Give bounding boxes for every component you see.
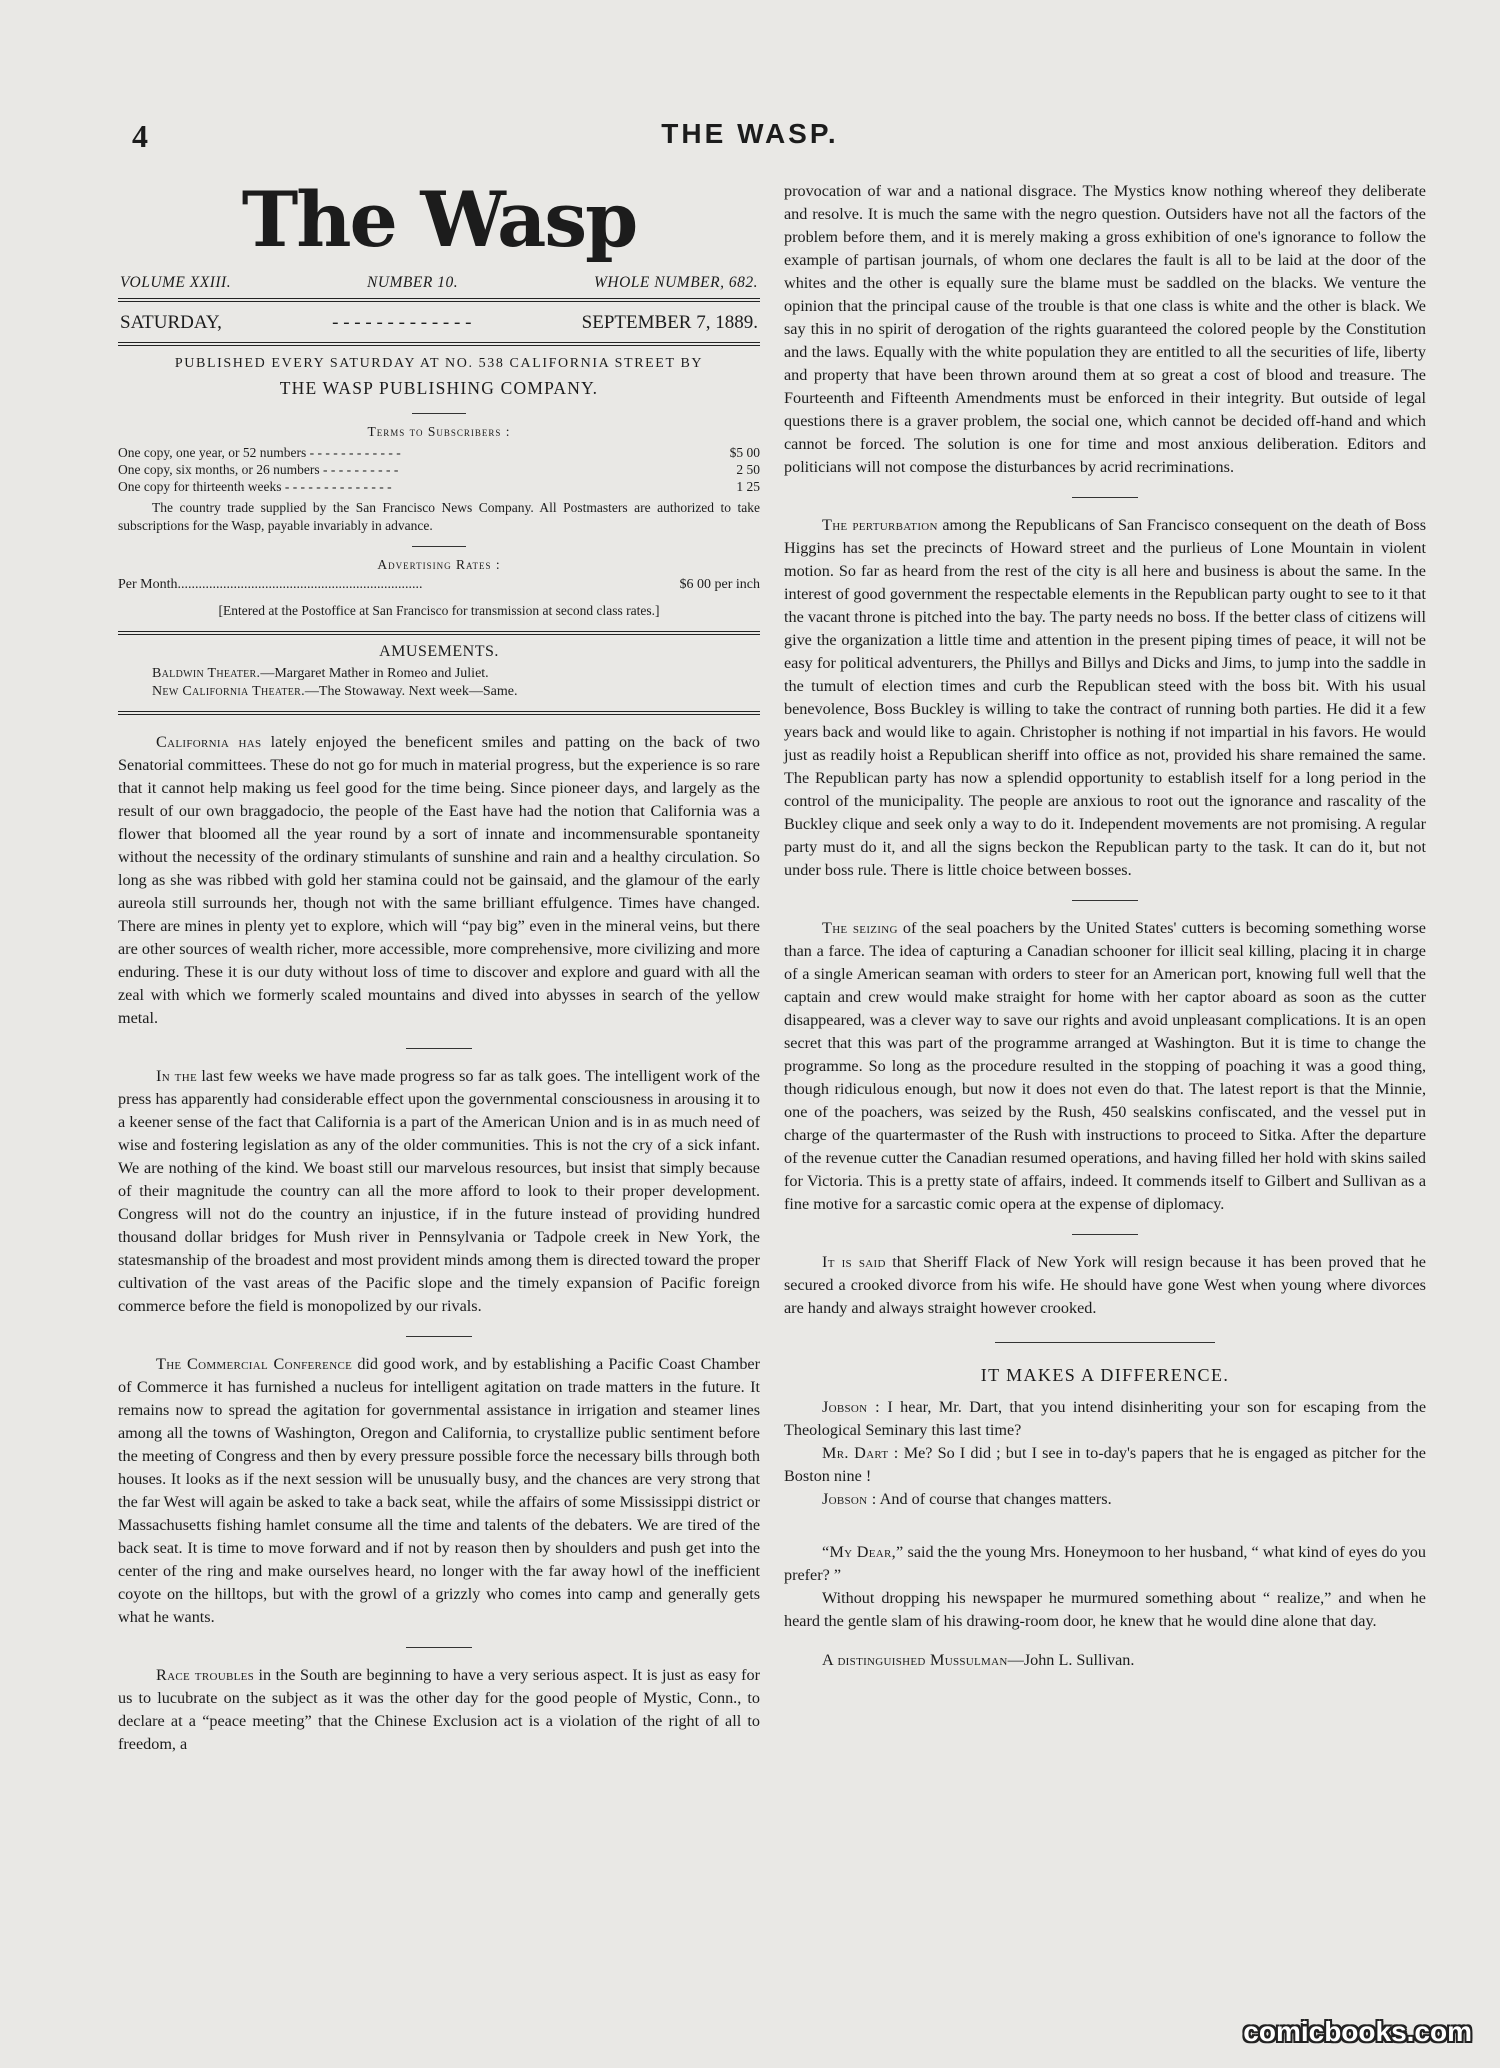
advertising-label: Per Month...................................................................... bbox=[118, 577, 423, 592]
article-race-troubles bbox=[118, 1664, 760, 1756]
speaker: Mr. Dart : bbox=[822, 1444, 899, 1462]
article-text: did good work, and by establishing a Pacific Coast Chamber of Commerce it has furnished a nucleus for intelligent agitation on trade matters in the future. It remains now to spread the agitation for governmental assistance in irrigation and steamer lines among all the towns of Washington, Oregon and California, to crystallize public sentiment before the meeting of Congress and then by every pressure possible force the necessary bills through both houses. It looks as if the next session will be unusually busy, and the chances are very strong that the far West will again be asked to take a back seat, while the affairs of some Mississippi district or Massachusetts fishing hamlet consume all the time and talents of the debaters. We are tired of the back seat. It is time to move forward and if not by reason then by shoulders and push get into the center of the ring and make ourselves heard, no longer with the far away howl of the inefficient coyote on the hilltops, but with the growl of a grizzly who comes into camp and generally gets what he wants. bbox=[118, 1355, 760, 1626]
number: NUMBER 10. bbox=[366, 274, 459, 291]
article-lead: The seizing bbox=[822, 919, 898, 937]
terms-price: $5 00 bbox=[729, 445, 760, 460]
published-line: PUBLISHED EVERY SATURDAY AT NO. 538 CALIFORNIA STREET BY bbox=[174, 356, 704, 371]
divider bbox=[118, 342, 760, 346]
amusement-item bbox=[152, 665, 760, 683]
venue: Baldwin Theater. bbox=[152, 666, 261, 681]
volume-line bbox=[118, 274, 760, 298]
terms-note: The country trade supplied by the San Francisco News Company. All Postmasters are authorized to take subscriptions for the Wasp, payable invariably in advance. bbox=[118, 500, 760, 533]
divider bbox=[406, 1048, 472, 1049]
postoffice-notice: [Entered at the Postoffice at San Francisco for transmission at second class rates.] bbox=[218, 603, 660, 618]
watermark: comicbooks.com bbox=[1243, 2016, 1472, 2047]
divider bbox=[118, 711, 760, 715]
issue-date: SEPTEMBER 7, 1889. bbox=[581, 312, 758, 333]
article-california bbox=[118, 731, 760, 1030]
article-progress bbox=[118, 1065, 760, 1318]
honeymoon-paragraph-2: Without dropping his newspaper he murmured something about “ realize,” and when he heard the gentle slam of his drawing-room door, he knew that he would dine alone that day. bbox=[784, 1589, 1426, 1630]
divider bbox=[1072, 497, 1138, 498]
publisher: THE WASP PUBLISHING COMPANY. bbox=[279, 378, 599, 398]
terms-price: 2 50 bbox=[736, 462, 760, 477]
advertising-heading: Advertising Rates : bbox=[377, 557, 501, 572]
article-lead: It is said bbox=[822, 1253, 886, 1271]
divider bbox=[1072, 900, 1138, 901]
article-seal-poachers bbox=[784, 917, 1426, 1216]
left-column bbox=[118, 175, 760, 1756]
terms-row bbox=[118, 478, 760, 495]
spacer bbox=[784, 1511, 1426, 1541]
divider bbox=[118, 631, 760, 635]
dialogue-title: IT MAKES A DIFFERENCE. bbox=[980, 1365, 1230, 1385]
amusements-heading: AMUSEMENTS. bbox=[379, 643, 499, 660]
article-lead: California has bbox=[156, 733, 262, 751]
honeymoon-paragraph bbox=[784, 1541, 1426, 1587]
advertising-row bbox=[118, 577, 760, 593]
article-text: last few weeks we have made progress so far as talk goes. The intelligent work of the press has apparently had considerable effect upon the governmental consciousness in arousing it to a keener sense of the fact that California is a part of the American Union and is in as much need of wise and fostering legislation as any of the older communities. This is not the cry of a sick infant. We are nothing of the kind. We boast still our marvelous resources, but insist that simply because of their magnitude the country can all the more afford to look to their proper development. Congress will not do the country an injustice, if in the future instead of providing hundred thousand dollar bridges for Mush river in Pennsylvania or Tadpole creek in New York, the statesmanship of the broadest and most provident minds among them is directed toward the proper cultivation of the vast areas of the Pacific slope and the timely expansion of Pacific foreign commerce before the field is monopolized by our rivals. bbox=[118, 1067, 760, 1315]
masthead-title: The Wasp bbox=[241, 175, 637, 264]
article-text: lately enjoyed the beneficent smiles and patting on the back of two Senatorial committees. These do not go for much in material progress, but the experience is so rare that it cannot help making us feel good for the time being. Since pioneer days, and largely as the result of our own braggadocio, the people of the East have had the notion that California was a flower that bloomed all the year round by a sort of innate and incommensurable spontaneity without the necessity of the ordinary stimulants of sunshine and rain and a healthy circulation. So long as she was ribbed with gold her stamina could not be gainsaid, and the glamour of the early aureola still surrounds her, though not with the same brilliant effulgence. Times have changed. There are mines in plenty yet to explore, which will “pay big” even in the mineral veins, but there are other sources of wealth richer, more accessible, more comprehensive, more civilizing and more enduring. These it is our duty without loss of time to discover and explore and guard with all the zeal with which we formerly scaled mountains and dived into abysses in search of the yellow metal. bbox=[118, 733, 760, 1027]
dialogue-text: I hear, Mr. Dart, that you intend disinheriting your son for escaping from the Theological Seminary this last time? bbox=[784, 1398, 1427, 1439]
dialogue-line bbox=[784, 1488, 1426, 1511]
dialogue-text: And of course that changes matters. bbox=[876, 1490, 1112, 1508]
article-perturbation bbox=[784, 514, 1426, 882]
amusement-text: —Margaret Mather in Romeo and Juliet. bbox=[260, 666, 489, 681]
spacer bbox=[784, 1633, 1426, 1649]
divider bbox=[995, 1342, 1215, 1343]
running-head: THE WASP. bbox=[661, 118, 839, 149]
article-text: among the Republicans of San Francisco consequent on the death of Boss Higgins has set the precincts of Howard street and the purlieus of Lone Mountain in violent motion. So far as heard from the rest of the city is all here and business is about the same. In the interest of good government the respectable elements in the Republican party ought to see to it that the vacant throne is pitched into the bay. The party needs no boss. If the better class of citizens will give the organization a little time and attention in the present piping times of peace, it will not be easy for political adventurers, the Phillys and Billys and Dicks and Jims, to jump into the saddle in the tumult of election times and curb the Republican steed with the boss bit. With his usual benevolence, Boss Buckley is willing to take the contract of running both parties. He did it a few years back and would like to again. Christopher is nothing if not impartial in his favors. He would just as readily hoist a Republican sheriff into office as not, provided his share remained the same. The Republican party has now a splendid opportunity to establish itself for a long period in the control of the municipality. The people are anxious to root out the ignorance and rascality of the Buckley clique and seek only a way to do it. Independent movements are not promising. A regular party must do it, and all the signs beckon the Republican party to the task. It can do it, but not under boss rule. There is little choice between bosses. bbox=[784, 516, 1426, 879]
divider bbox=[412, 546, 466, 547]
article-lead: Race troubles bbox=[156, 1666, 255, 1684]
article-sheriff-flack bbox=[784, 1251, 1426, 1320]
terms-label: One copy, six months, or 26 numbers - - - - - - - - - - bbox=[118, 462, 399, 477]
venue: New California Theater. bbox=[152, 684, 305, 699]
date-line bbox=[118, 302, 760, 342]
amusement-text: —The Stowaway. Next week—Same. bbox=[304, 684, 518, 699]
article-text: said the the young Mrs. Honeymoon to her husband, “ what kind of eyes do you prefer? ” bbox=[784, 1543, 1426, 1584]
mussulman-line bbox=[784, 1649, 1426, 1672]
article-text: in the South are beginning to have a very serious aspect. It is just as easy for us to lucubrate on the subject as it was the other day for the good people of Mystic, Conn., to declare at a “peace meeting” that the Chinese Exclusion act is a violation of the right of all to freedom, a bbox=[118, 1666, 760, 1753]
terms-price: 1 25 bbox=[736, 479, 760, 494]
terms-row bbox=[118, 461, 760, 478]
volume: VOLUME XXIII. bbox=[120, 274, 232, 291]
terms-label: One copy for thirteenth weeks - - - - - - - - - - - - - - bbox=[118, 479, 392, 494]
article-lead: The Commercial Conference bbox=[156, 1355, 353, 1373]
terms-label: One copy, one year, or 52 numbers - - - - - - - - - - - - bbox=[118, 445, 401, 460]
speaker: Jobson : bbox=[822, 1398, 880, 1416]
dialogue-line bbox=[784, 1396, 1426, 1442]
race-continuation: provocation of war and a national disgrace. The Mystics know nothing whereof they deliberate and resolve. It is much the same with the negro question. Outsiders have not all the factors of the problem before them, and it is merely making a gross exhibition of one's ignorance to follow the example of partisan journals, of whom one declares the fault is all to be laid at the door of the whites and the other is equally sure the blame must be saddled on the blacks. We venture the opinion that the principal cause of the trouble is that one class is white and the other is black. We say this in no spirit of derogation of the rights guaranteed the colored people by the Constitution and the laws. Equally with the white population they are entitled to all the securities of life, liberty and property that have been thrown around them at so great a cost of blood and treasure. The Fourteenth and Fifteenth Amendments must be enforced in their integrity. But outside of legal questions there is a graver problem, the social one, which cannot be decided off-hand and which cannot be forced. The solution is one for time and most anxious deliberation. Editors and politicians will not compose the disturbances by acrid recriminations. bbox=[784, 182, 1426, 476]
divider bbox=[406, 1647, 472, 1648]
divider bbox=[1072, 1234, 1138, 1235]
terms-heading: Terms to Subscribers : bbox=[367, 424, 511, 439]
divider bbox=[406, 1336, 472, 1337]
terms-row bbox=[118, 444, 760, 461]
day: SATURDAY, bbox=[120, 312, 222, 333]
article-lead: “My Dear,” bbox=[822, 1543, 904, 1561]
dialogue-text: Me? So I did ; but I see in to-day's papers that he is engaged as pitcher for the Boston nine ! bbox=[784, 1444, 1426, 1485]
right-column bbox=[784, 180, 1426, 1672]
speaker: Jobson : bbox=[822, 1490, 877, 1508]
article-commercial-conference bbox=[118, 1353, 760, 1629]
advertising-price: $6 00 per inch bbox=[679, 577, 760, 592]
article-lead: A distinguished Mussulman bbox=[822, 1651, 1008, 1669]
article-text: of the seal poachers by the United States' cutters is becoming something worse than a farce. The idea of capturing a Canadian schooner for illicit seal killing, placing it in charge of a single American seaman with orders to steer for an American port, knowing full well that the captain and crew would make straight for home with her captor aboard as soon as the cutter disappeared, was a clever way to save our rights and avoid unpleasant complications. It is an open secret that this was part of the programme arranged at Washington. But it is time to change the programme. So long as the procedure resulted in the stopping of poaching it was a good thing, though ridiculous enough, but now it does not even do that. The latest report is that the Minnie, one of the poachers, was seized by the Rush, 450 sealskins confiscated, and the vessel put in charge of the quartermaster of the Rush with instructions to proceed to Sitka. After the departure of the revenue cutter the Canadian resumed operations, and having filled her hold with skins sailed for Victoria. This is a pretty state of affairs, indeed. It commends itself to Gilbert and Sullivan as a fine motive for a sarcastic comic opera at the expense of diplomacy. bbox=[784, 919, 1426, 1213]
article-text: —John L. Sullivan. bbox=[1007, 1651, 1135, 1669]
amusement-item bbox=[152, 683, 760, 701]
article-lead: The perturbation bbox=[822, 516, 938, 534]
dialogue-line bbox=[784, 1442, 1426, 1488]
page-number: 4 bbox=[132, 118, 148, 154]
article-text: that Sheriff Flack of New York will resign because it has been proved that he secured a crooked divorce from his wife. He should have gone West when young where divorces are handy and always straight however crooked. bbox=[784, 1253, 1426, 1317]
article-lead: In the bbox=[156, 1067, 197, 1085]
dashes: - - - - - - - - - - - - - bbox=[332, 312, 472, 333]
divider bbox=[412, 413, 466, 414]
whole-number: WHOLE NUMBER, 682. bbox=[594, 274, 758, 291]
